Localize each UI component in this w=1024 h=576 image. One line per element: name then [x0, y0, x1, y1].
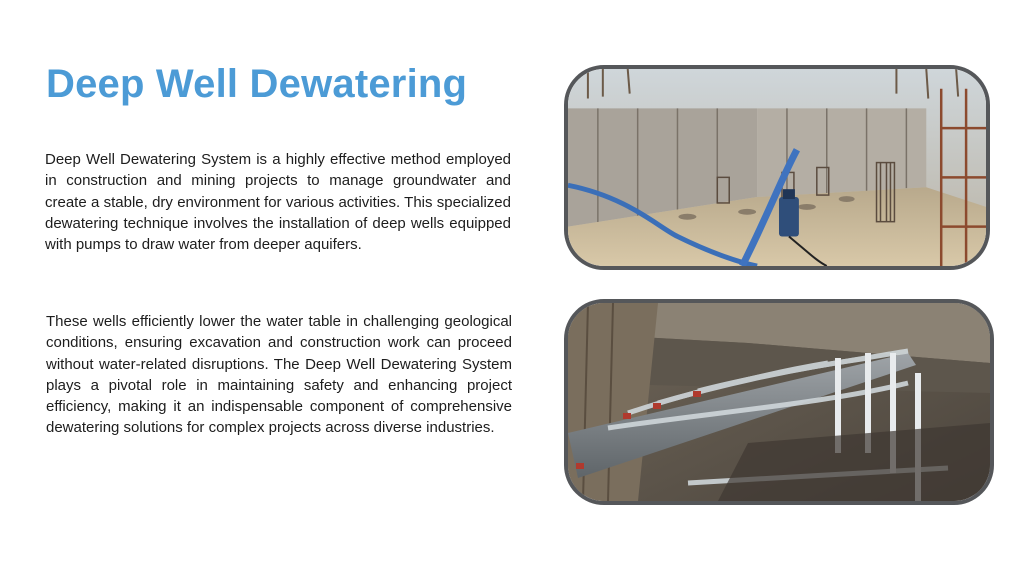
page-title: Deep Well Dewatering: [46, 62, 468, 106]
intro-paragraph: Deep Well Dewatering System is a highly effective method employed in construction and mining projects to manage groundwater and create a stable, dry environment for various activities. This specialized dewatering technique involves the installation of deep wells equipped with pumps to draw water from deeper aquifers.: [45, 151, 511, 254]
excavation-site-photo: [564, 65, 990, 270]
wellpoint-trench-photo: [564, 299, 994, 505]
benefits-paragraph: These wells efficiently lower the water table in challenging geological conditions, ensuring excavation and construction work can proceed without water-related disruptions. The Deep Well Dewatering System plays a pivotal role in maintaining safety and enhancing project efficiency, making it an indispensable component of comprehensive dewatering solutions for complex projects across diverse industries.: [46, 313, 512, 437]
